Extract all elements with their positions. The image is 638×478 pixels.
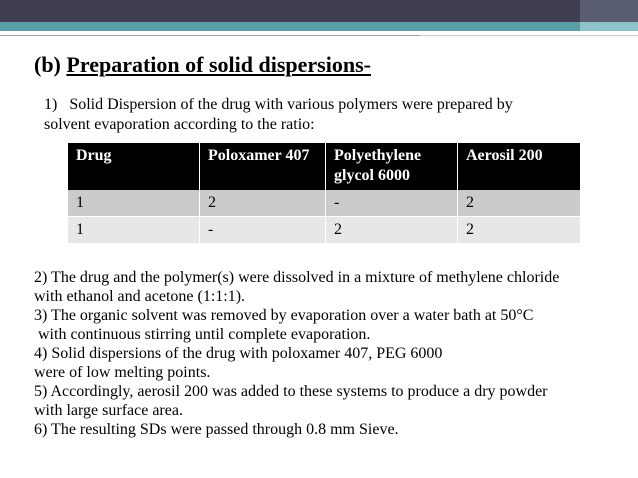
- heading-title: Preparation of solid dispersions-: [66, 52, 371, 77]
- table-row: [68, 217, 580, 244]
- intro-paragraph: [44, 95, 604, 135]
- ratio-table: [68, 143, 580, 243]
- slide-heading: [34, 52, 371, 78]
- step-line: 4) Solid dispersions of the drug with poloxamer 407, PEG 6000: [34, 345, 443, 362]
- intro-line: 1) Solid Dispersion of the drug with various polymers were prepared by: [44, 96, 513, 113]
- header-peg: Polyethylene glycol 6000: [326, 143, 458, 190]
- table-cell: 2: [458, 190, 581, 217]
- table-cell: -: [326, 190, 458, 217]
- table-cell: 2: [458, 217, 581, 244]
- table-row: [68, 190, 580, 217]
- teal-stripe: [0, 22, 638, 31]
- header-rule-light: [420, 35, 638, 36]
- procedure-steps: [34, 268, 634, 439]
- top-banner-accent: [580, 0, 638, 24]
- header-poloxamer: Poloxamer 407: [200, 143, 326, 190]
- table-cell: 2: [200, 190, 326, 217]
- top-banner: [0, 0, 638, 24]
- intro-text: [44, 95, 604, 135]
- step-line: with ethanol and acetone (1:1:1).: [34, 288, 246, 305]
- header-drug: Drug: [68, 143, 200, 190]
- table-header-row: [68, 143, 580, 190]
- teal-stripe-accent: [580, 22, 638, 31]
- step-line: with continuous stirring until complete evaporation.: [34, 326, 371, 343]
- table-cell: -: [200, 217, 326, 244]
- header-aerosil: Aerosil 200: [458, 143, 581, 190]
- table-cell: 2: [326, 217, 458, 244]
- table-cell: 1: [68, 190, 200, 217]
- step-line: 3) The organic solvent was removed by evaporation over a water bath at 50°C: [34, 307, 534, 324]
- step-line: 6) The resulting SDs were passed through 0.8 mm Sieve.: [34, 421, 399, 438]
- table-cell: 1: [68, 217, 200, 244]
- intro-line: solvent evaporation according to the ratio:: [44, 116, 315, 133]
- step-line: 5) Accordingly, aerosil 200 was added to these systems to produce a dry powder: [34, 383, 548, 400]
- step-line: 2) The drug and the polymer(s) were dissolved in a mixture of methylene chloride: [34, 269, 560, 286]
- step-line: were of low melting points.: [34, 364, 211, 381]
- step-line: with large surface area.: [34, 402, 183, 419]
- header-rule: [0, 35, 420, 36]
- heading-label: (b): [34, 52, 61, 77]
